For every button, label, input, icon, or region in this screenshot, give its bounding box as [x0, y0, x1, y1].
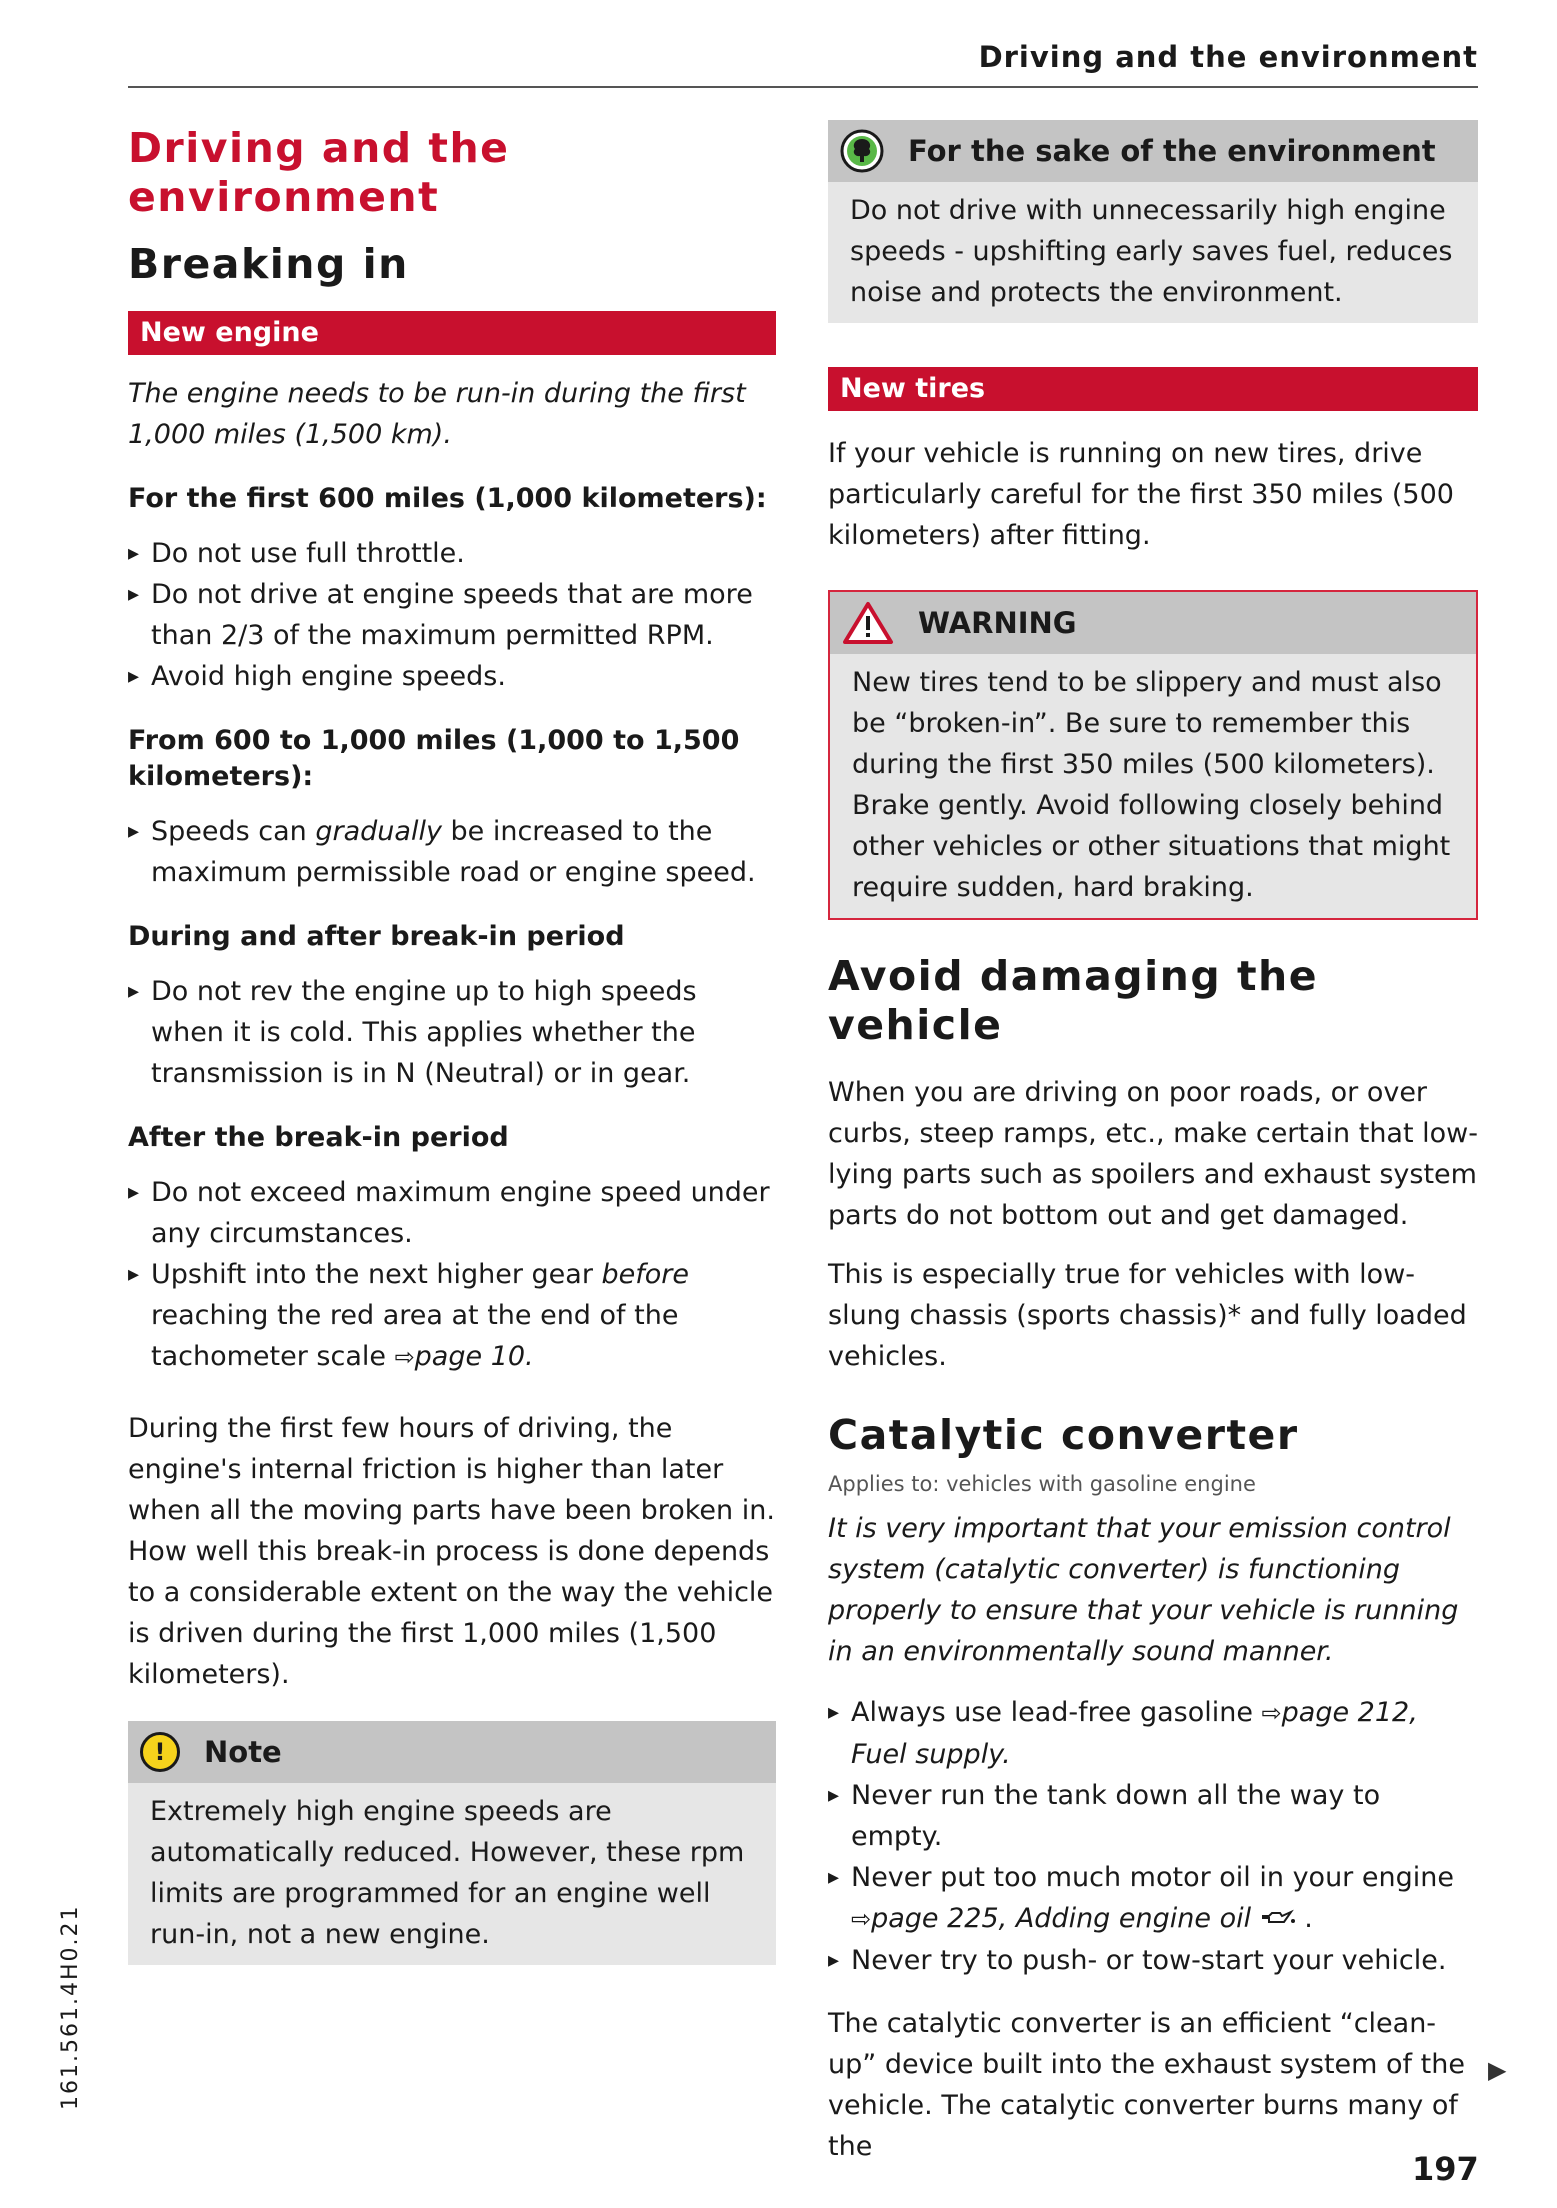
catalytic-intro: It is very important that your emission control system (catalytic converter) is functioning properly to ensure that your vehicle is running in an environmentally sound manner. [828, 1513, 1459, 1667]
page-212-link[interactable]: page 212, Fuel supply. [851, 1697, 1418, 1770]
warning-title: WARNING [918, 606, 1077, 640]
catalytic-paragraph: The catalytic converter is an efficient “clean-up” device built into the exhaust system of the vehicle. The catalytic converter burns many of the [828, 2008, 1465, 2162]
catalytic-title: Catalytic converter [828, 1411, 1299, 1459]
page-number: 197 [1412, 2150, 1479, 2188]
continue-arrow-icon: ▶ [1488, 2056, 1507, 2084]
page-ref-arrow-icon: ⇨ [394, 1343, 415, 1371]
note-exclamation-icon: ! [140, 1732, 180, 1772]
list-item: ▸ Never run the tank down all the way to empty. [828, 1775, 1478, 1857]
new-tires-text: If your vehicle is running on new tires, drive particularly careful for the first 350 miles (500 kilometers) after fitting. [828, 438, 1454, 551]
avoid-damage-paragraph-1: When you are driving on poor roads, or over curbs, steep ramps, etc., make certain that low-lying parts such as spoilers and exhaust system parts do not bottom out and get damaged. [828, 1077, 1478, 1231]
list-item: ▸ Do not use full throttle. [128, 533, 776, 574]
list-item: ▸ Do not exceed maximum engine speed under any circumstances. [128, 1172, 776, 1254]
after-heading: After the break-in period [128, 1122, 509, 1153]
from-600-list [128, 811, 776, 893]
page-ref-arrow-icon: ⇨ [1261, 1699, 1282, 1727]
first-600-heading: For the first 600 miles (1,000 kilometers): [128, 483, 767, 514]
note-body: Extremely high engine speeds are automatically reduced. However, these rpm limits are programmed for an engine well run-in, not a new engine. [150, 1796, 745, 1950]
first-600-list [128, 533, 776, 697]
list-item: ▸ Avoid high engine speeds. [128, 656, 776, 697]
new-tires-bar: New tires [828, 367, 1478, 411]
new-engine-intro: The engine needs to be run-in during the first 1,000 miles (1,500 km). [128, 378, 746, 450]
list-item: ▸ Speeds can gradually be increased to the maximum permissible road or engine speed. [128, 811, 776, 893]
environment-box [828, 120, 1478, 323]
tree-icon [840, 129, 884, 173]
break-in-paragraph: During the first few hours of driving, the engine's internal friction is higher than later when all the moving parts have been broken in. How well this break-in process is done depends to a considerable extent on the way the vehicle is driven during the first 1,000 miles (1,500 kilometers). [128, 1413, 775, 1690]
section-title-breaking-in: Breaking in [128, 240, 409, 288]
list-item: ▸ Do not drive at engine speeds that are more than 2/3 of the maximum permitted RPM. [128, 574, 776, 656]
environment-body: Do not drive with unnecessarily high engine speeds - upshifting early saves fuel, reduces noise and protects the environment. [850, 195, 1453, 308]
during-heading: During and after break-in period [128, 921, 625, 952]
note-title: Note [204, 1735, 282, 1769]
during-list [128, 971, 776, 1094]
warning-body: New tires tend to be slippery and must also be “broken-in”. Be sure to remember this during the first 350 miles (500 kilometers). Brake gently. Avoid following closely behind other vehicles or other situations that might require sudden, hard braking. [852, 667, 1451, 903]
page-ref-arrow-icon: ⇨ [851, 1905, 872, 1933]
new-engine-bar: New engine [128, 311, 776, 355]
note-box [128, 1721, 776, 1965]
document-code: 161.561.4H0.21 [58, 1904, 83, 2110]
avoid-damage-title: Avoid damaging the vehicle [828, 952, 1319, 1049]
list-item: ▸ Do not rev the engine up to high speeds when it is cold. This applies whether the transmission is in N (Neutral) or in gear. [128, 971, 776, 1094]
page-225-link[interactable]: page 225, Adding engine oil [871, 1903, 1252, 1934]
list-item: ▸ Upshift into the next higher gear before reaching the red area at the end of the tachometer scale ⇨page 10. [128, 1254, 776, 1378]
list-item: ▸ Never try to push- or tow-start your vehicle. [828, 1940, 1478, 1981]
applies-to: Applies to: vehicles with gasoline engine [828, 1472, 1256, 1496]
from-600-heading: From 600 to 1,000 miles (1,000 to 1,500 kilometers): [128, 725, 740, 792]
right-column [828, 120, 1478, 2185]
list-item: ▸ Never put too much motor oil in your engine ⇨page 225, Adding engine oil . [828, 1857, 1478, 1940]
avoid-damage-paragraph-2: This is especially true for vehicles with low-slung chassis (sports chassis)* and fully loaded vehicles. [828, 1259, 1467, 1372]
note-header [128, 1721, 776, 1783]
left-column [128, 120, 776, 2003]
catalytic-list [828, 1692, 1478, 1981]
list-item: ▸ Always use lead-free gasoline ⇨page 212, Fuel supply. [828, 1692, 1478, 1775]
page-10-link[interactable]: page 10. [414, 1341, 534, 1372]
oil-can-icon [1251, 1903, 1304, 1934]
warning-header [830, 592, 1476, 654]
environment-title: For the sake of the environment [908, 134, 1436, 168]
warning-box [828, 590, 1478, 920]
after-list [128, 1172, 776, 1378]
running-header: Driving and the environment [128, 40, 1478, 88]
chapter-title: Driving and the environment [128, 124, 510, 221]
environment-header [828, 120, 1478, 182]
warning-triangle-icon [842, 601, 894, 645]
